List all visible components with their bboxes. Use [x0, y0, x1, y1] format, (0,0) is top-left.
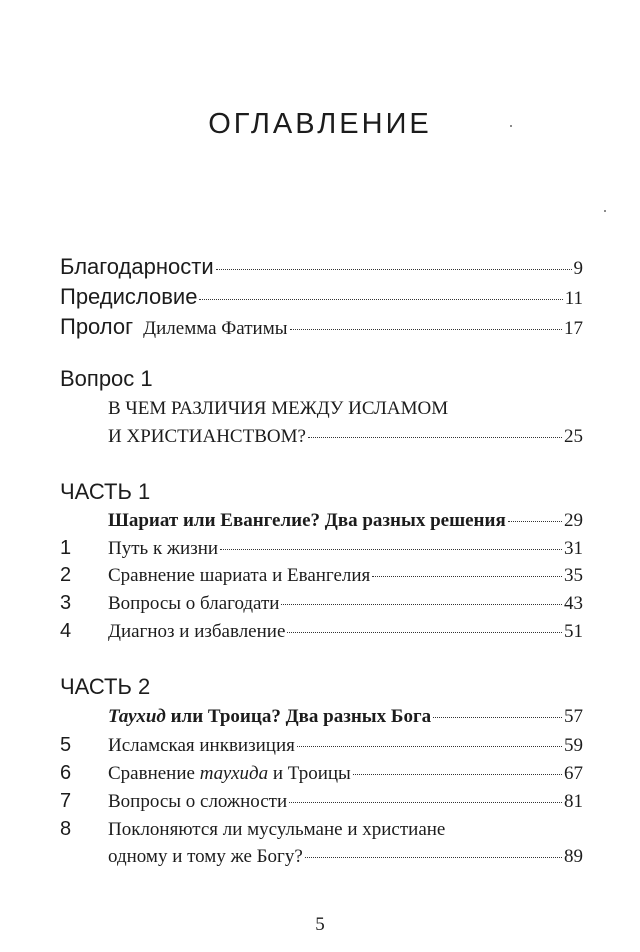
toc-entry-question-1[interactable] [108, 426, 583, 448]
toc-entry-chapter-2[interactable] [60, 564, 583, 587]
chapter-number: 7 [60, 790, 72, 812]
chapter-title: Путь к жизни [108, 538, 219, 559]
dot-leader [308, 437, 562, 438]
page-title: ОГЛАВЛЕНИЕ [208, 108, 432, 140]
dot-leader [290, 329, 562, 330]
dot-leader [281, 604, 562, 605]
toc-page-number: 51 [564, 621, 583, 642]
toc-page-number: 43 [564, 593, 583, 614]
toc-page-number: 29 [564, 510, 583, 531]
chapter-title: Вопросы о сложности [108, 791, 288, 812]
question-heading: Вопрос 1 [60, 366, 153, 391]
chapter-title [108, 763, 351, 785]
toc-page-number: 67 [564, 763, 583, 784]
part-intro-title [108, 706, 431, 728]
chapter-title-line1: Поклоняются ли мусульмане и христиане [108, 819, 446, 840]
chapter-title: Исламская инквизиция [108, 735, 295, 756]
chapter-number: 2 [60, 564, 72, 586]
chapter-number: 5 [60, 734, 72, 756]
question-title-line2: И ХРИСТИАНСТВОМ? [108, 426, 306, 447]
chapter-title: Вопросы о благодати [108, 593, 280, 614]
toc-entry-chapter-8[interactable] [108, 846, 583, 868]
toc-page-number: 31 [564, 538, 583, 559]
chapter-number: 3 [60, 592, 72, 614]
scan-speck [510, 125, 512, 127]
dot-leader [305, 857, 562, 858]
toc-entry-preface[interactable] [60, 284, 583, 310]
toc-entry-chapter-6[interactable] [60, 762, 583, 785]
toc-entry-chapter-8-line1[interactable] [60, 818, 583, 841]
toc-entry-chapter-4[interactable] [60, 620, 583, 643]
toc-entry-chapter-5[interactable] [60, 734, 583, 757]
chapter-title: Диагноз и избавление [108, 621, 286, 642]
toc-entry-label: Благодарности [60, 254, 214, 279]
chapter-number: 4 [60, 620, 72, 642]
dot-leader [220, 549, 562, 550]
dot-leader [199, 299, 562, 300]
part-2-heading: ЧАСТЬ 2 [60, 674, 151, 699]
dot-leader [289, 802, 562, 803]
toc-entry-subtitle: Дилемма Фатимы [143, 318, 288, 339]
toc-page-number: 57 [564, 706, 583, 727]
toc-page-number: 17 [564, 318, 583, 339]
chapter-number: 6 [60, 762, 72, 784]
toc-entry-chapter-7[interactable] [60, 790, 583, 813]
chapter-title-post: и Троицы [268, 763, 351, 784]
toc-page-number: 9 [573, 258, 583, 279]
dot-leader [372, 576, 562, 577]
toc-page-number: 25 [564, 426, 583, 447]
chapter-title-line2: одному и тому же Богу? [108, 846, 303, 867]
toc-entry-part-2-intro[interactable] [108, 706, 583, 728]
toc-entry-part-1-intro[interactable] [108, 510, 583, 532]
part-intro-title-italic: Таухид [108, 706, 166, 727]
toc-entry-chapter-1[interactable] [60, 537, 583, 560]
toc-page-number: 59 [564, 735, 583, 756]
dot-leader [287, 632, 562, 633]
part-1-heading: ЧАСТЬ 1 [60, 479, 151, 504]
part-intro-title: Шариат или Евангелие? Два разных решения [108, 510, 506, 531]
dot-leader [297, 746, 562, 747]
page-number: 5 [315, 914, 325, 935]
toc-entry-chapter-3[interactable] [60, 592, 583, 615]
dot-leader [508, 521, 562, 522]
question-title-line1[interactable]: В ЧЕМ РАЗЛИЧИЯ МЕЖДУ ИСЛАМОМ [108, 398, 449, 419]
toc-entry-acknowledgements[interactable] [60, 254, 583, 280]
toc-page-number: 81 [564, 791, 583, 812]
dot-leader [353, 774, 562, 775]
dot-leader [216, 269, 572, 270]
chapter-title-pre: Сравнение [108, 763, 200, 784]
toc-entry-label: Предисловие [60, 284, 198, 309]
part-intro-title-rest: или Троица? Два разных Бога [165, 706, 432, 727]
chapter-title: Сравнение шариата и Евангелия [108, 565, 371, 586]
toc-entry-prologue[interactable] [60, 314, 583, 340]
toc-page-number: 89 [564, 846, 583, 867]
toc-entry-label: Пролог [60, 314, 134, 339]
toc-page-number: 11 [564, 288, 583, 309]
chapter-title-italic: таухида [199, 763, 269, 784]
chapter-number: 8 [60, 818, 72, 840]
scan-speck [604, 210, 606, 212]
toc-page-number: 35 [564, 565, 583, 586]
chapter-number: 1 [60, 537, 72, 559]
dot-leader [433, 717, 562, 718]
